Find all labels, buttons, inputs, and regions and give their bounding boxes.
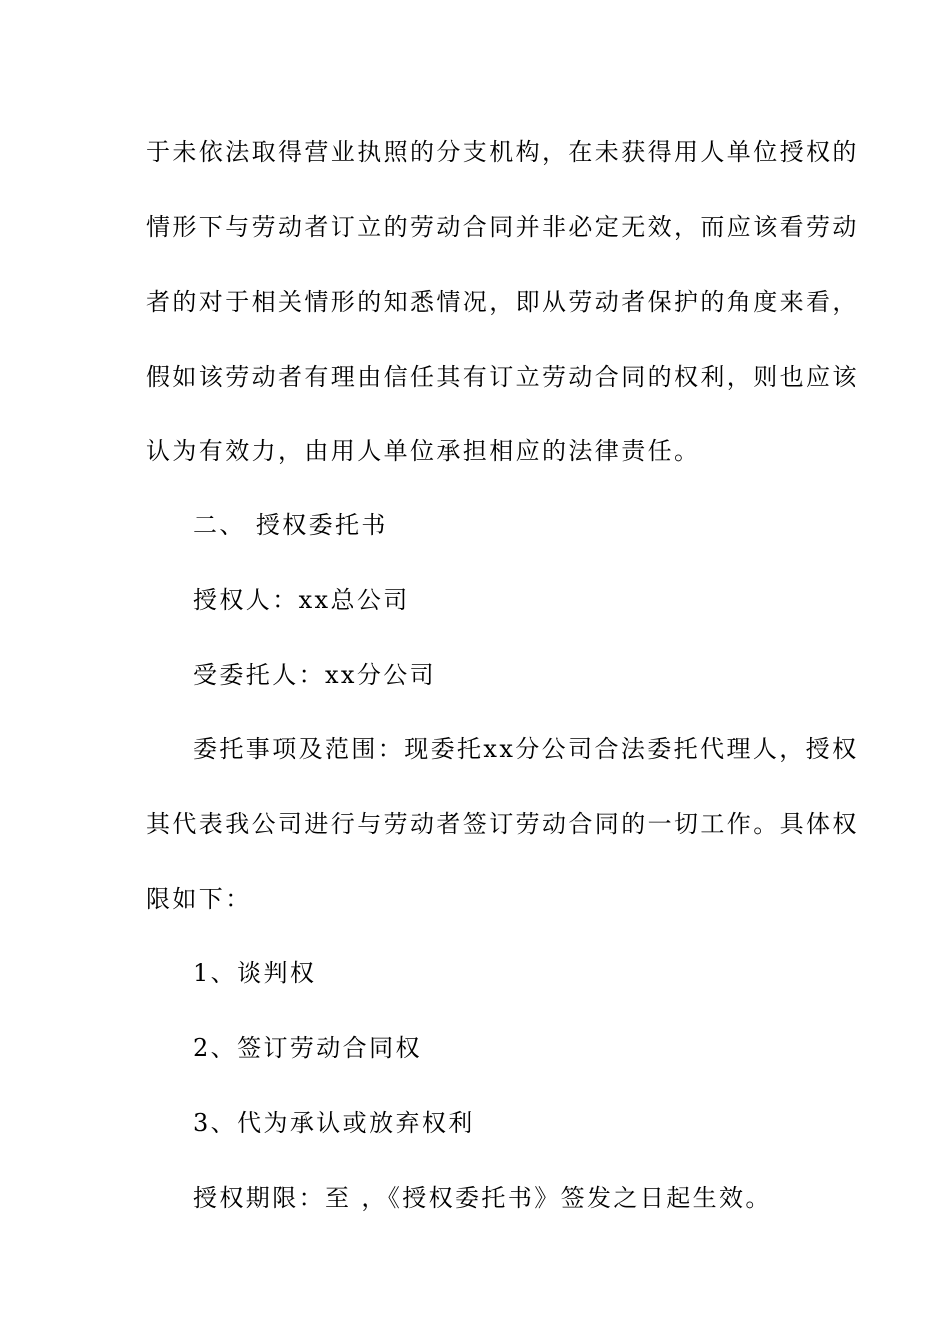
paragraph-line: 认为有效力，由用人单位承担相应的法律责任。 <box>146 437 701 465</box>
paragraph-line: 假如该劳动者有理由信任其有订立劳动合同的权利，则也应该 <box>146 363 859 391</box>
paragraph-line: 委托事项及范围：现委托xx分公司合法委托代理人，授权 <box>193 735 859 763</box>
list-item: 3、代为承认或放弃权利 <box>193 1109 475 1137</box>
paragraph-line: 于未依法取得营业执照的分支机构，在未获得用人单位授权的 <box>146 138 859 166</box>
paragraph-line: 其代表我公司进行与劳动者签订劳动合同的一切工作。具体权 <box>146 810 859 838</box>
paragraph-line: 者的对于相关情形的知悉情况，即从劳动者保护的角度来看， <box>146 288 859 316</box>
list-item: 2、签订劳动合同权 <box>193 1034 422 1062</box>
list-item: 1、谈判权 <box>193 959 317 987</box>
term-line: 授权期限：至 ，《授权委托书》签发之日起生效。 <box>193 1184 772 1212</box>
section-heading: 二、 授权委托书 <box>193 511 388 539</box>
paragraph-line: 限如下： <box>146 885 252 913</box>
paragraph-line: 情形下与劳动者订立的劳动合同并非必定无效，而应该看劳动 <box>146 213 859 241</box>
authorizer-line: 授权人：xx总公司 <box>193 586 410 614</box>
trustee-line: 受委托人：xx分公司 <box>193 661 437 689</box>
